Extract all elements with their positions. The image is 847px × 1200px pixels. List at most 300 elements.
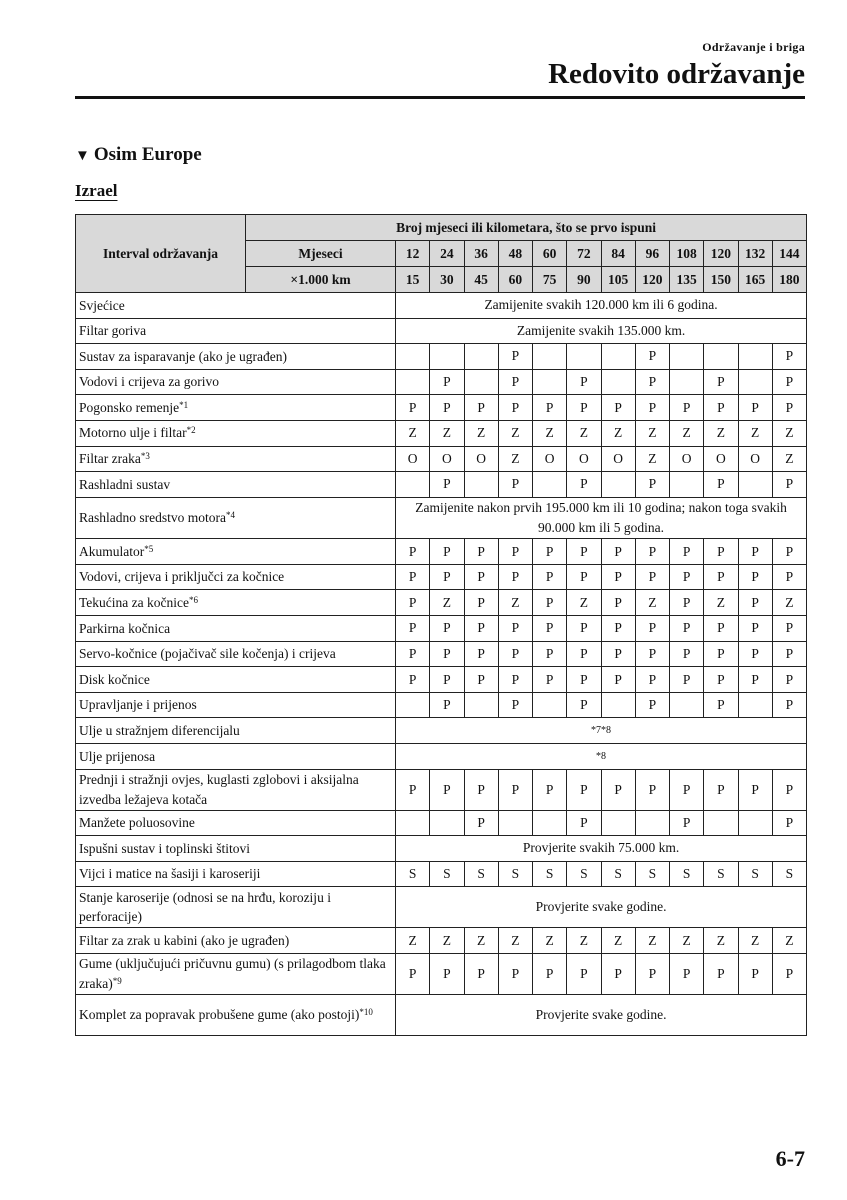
schedule-cell: P — [601, 769, 635, 810]
row-label-text: Vodovi, crijeva i priključci za kočnice — [79, 569, 285, 585]
triangle-down-icon: ▼ — [75, 148, 90, 164]
footnote-ref: *6 — [189, 594, 198, 605]
schedule-cell: P — [670, 641, 704, 667]
schedule-cell: Z — [772, 928, 806, 954]
schedule-cell: P — [498, 369, 532, 395]
section-title: Osim Europe — [93, 144, 202, 165]
schedule-cell: P — [738, 769, 772, 810]
row-label — [76, 769, 396, 810]
schedule-cell: Z — [738, 928, 772, 954]
schedule-cell — [670, 344, 704, 370]
schedule-cell — [396, 344, 430, 370]
km-header: 30 — [430, 267, 464, 293]
interval-note: Zamijenite svakih 120.000 km ili 6 godina. — [396, 293, 807, 319]
schedule-cell: P — [704, 395, 738, 421]
schedule-cell — [601, 692, 635, 718]
row-label-text: Tekućina za kočnice — [79, 594, 189, 610]
schedule-cell: P — [635, 369, 669, 395]
table-row — [76, 369, 807, 395]
month-header: 132 — [738, 241, 772, 267]
schedule-cell: P — [772, 641, 806, 667]
schedule-cell: P — [533, 667, 567, 693]
schedule-cell: P — [567, 953, 601, 994]
month-header: 72 — [567, 241, 601, 267]
row-label — [76, 395, 396, 421]
schedule-cell: P — [704, 667, 738, 693]
months-label: Mjeseci — [246, 241, 396, 267]
schedule-cell: P — [601, 953, 635, 994]
row-label — [76, 667, 396, 693]
table-row — [76, 641, 807, 667]
month-header: 24 — [430, 241, 464, 267]
schedule-cell: Z — [567, 928, 601, 954]
schedule-cell: Z — [567, 420, 601, 446]
footnote-ref: *10 — [359, 1007, 373, 1018]
schedule-cell: P — [772, 692, 806, 718]
schedule-cell: P — [430, 692, 464, 718]
schedule-cell: P — [704, 641, 738, 667]
schedule-cell: P — [498, 344, 532, 370]
schedule-cell: S — [601, 861, 635, 887]
schedule-cell: P — [670, 667, 704, 693]
table-row — [76, 590, 807, 616]
km-header: 180 — [772, 267, 806, 293]
schedule-cell: P — [396, 953, 430, 994]
table-row — [76, 293, 807, 319]
row-label — [76, 497, 396, 539]
schedule-cell: P — [464, 539, 498, 565]
schedule-cell: P — [670, 564, 704, 590]
schedule-cell: Z — [670, 420, 704, 446]
month-header: 36 — [464, 241, 498, 267]
schedule-cell: Z — [772, 590, 806, 616]
schedule-cell — [430, 810, 464, 836]
interval-note: Zamijenite nakon prvih 195.000 km ili 10 godina; nakon toga svakih 90.000 km ili 5 godina. — [396, 497, 807, 539]
schedule-cell: P — [430, 953, 464, 994]
km-header: 150 — [704, 267, 738, 293]
schedule-cell: O — [704, 446, 738, 472]
schedule-cell — [738, 369, 772, 395]
table-row — [76, 564, 807, 590]
schedule-cell: Z — [430, 420, 464, 446]
table-row — [76, 395, 807, 421]
schedule-cell: P — [396, 667, 430, 693]
table-row — [76, 472, 807, 498]
schedule-cell: P — [772, 344, 806, 370]
interval-note: *8 — [396, 744, 807, 770]
section-heading — [75, 144, 202, 166]
footnote-ref: *3 — [140, 451, 150, 462]
schedule-cell: S — [738, 861, 772, 887]
row-label-text: Pogonsko remenje — [79, 399, 180, 415]
schedule-cell: P — [635, 472, 669, 498]
schedule-cell: P — [430, 641, 464, 667]
row-label — [76, 928, 396, 954]
row-label — [76, 861, 396, 887]
row-label — [76, 994, 396, 1035]
row-label-text: Manžete poluosovine — [79, 815, 195, 831]
row-label — [76, 564, 396, 590]
schedule-cell: P — [498, 539, 532, 565]
schedule-cell: P — [704, 616, 738, 642]
schedule-cell: P — [635, 344, 669, 370]
row-label-text: Stanje karoserije (odnosi se na hrđu, koroziju i perforacije) — [79, 889, 331, 925]
schedule-cell — [601, 369, 635, 395]
month-header: 144 — [772, 241, 806, 267]
chapter-title: Održavanje i briga — [702, 40, 805, 54]
row-label-text: Svjećice — [79, 297, 125, 313]
schedule-cell: P — [396, 539, 430, 565]
schedule-cell: P — [464, 641, 498, 667]
schedule-cell — [396, 810, 430, 836]
schedule-cell: Z — [464, 928, 498, 954]
schedule-cell: P — [533, 641, 567, 667]
km-label: ×1.000 km — [246, 267, 396, 293]
schedule-cell — [533, 344, 567, 370]
month-header: 120 — [704, 241, 738, 267]
schedule-cell: Z — [635, 420, 669, 446]
row-label-text: Disk kočnice — [79, 671, 150, 687]
table-row — [76, 318, 807, 344]
schedule-cell: P — [635, 395, 669, 421]
schedule-cell: Z — [498, 420, 532, 446]
schedule-cell — [704, 344, 738, 370]
row-label — [76, 641, 396, 667]
schedule-cell: P — [464, 667, 498, 693]
schedule-cell: P — [396, 769, 430, 810]
schedule-cell — [704, 810, 738, 836]
schedule-cell: Z — [430, 928, 464, 954]
row-label — [76, 293, 396, 319]
schedule-cell — [464, 692, 498, 718]
schedule-cell — [464, 344, 498, 370]
table-row — [76, 928, 807, 954]
row-label — [76, 472, 396, 498]
row-label — [76, 810, 396, 836]
schedule-cell: P — [738, 539, 772, 565]
schedule-cell: P — [738, 616, 772, 642]
schedule-cell: P — [533, 953, 567, 994]
schedule-cell: Z — [498, 446, 532, 472]
schedule-cell: Z — [533, 420, 567, 446]
schedule-cell: P — [430, 395, 464, 421]
schedule-cell — [396, 472, 430, 498]
schedule-cell: P — [772, 953, 806, 994]
schedule-cell: S — [635, 861, 669, 887]
km-header: 15 — [396, 267, 430, 293]
schedule-cell: Z — [670, 928, 704, 954]
schedule-cell: P — [601, 590, 635, 616]
schedule-cell: P — [635, 667, 669, 693]
schedule-cell: P — [430, 564, 464, 590]
schedule-cell: P — [738, 590, 772, 616]
table-row — [76, 810, 807, 836]
schedule-cell: P — [635, 953, 669, 994]
schedule-cell: P — [772, 769, 806, 810]
schedule-cell: Z — [464, 420, 498, 446]
schedule-cell — [601, 344, 635, 370]
month-header: 84 — [601, 241, 635, 267]
schedule-cell — [738, 692, 772, 718]
table-row — [76, 539, 807, 565]
row-label-text: Ulje prijenosa — [79, 748, 156, 764]
schedule-cell: P — [601, 395, 635, 421]
schedule-cell: P — [670, 953, 704, 994]
row-label — [76, 420, 396, 446]
schedule-cell: P — [533, 616, 567, 642]
schedule-cell: P — [601, 667, 635, 693]
schedule-cell: O — [601, 446, 635, 472]
km-header: 60 — [498, 267, 532, 293]
schedule-cell: P — [430, 539, 464, 565]
row-label — [76, 836, 396, 862]
schedule-cell: O — [396, 446, 430, 472]
schedule-cell: P — [704, 539, 738, 565]
schedule-cell: Z — [738, 420, 772, 446]
row-label — [76, 616, 396, 642]
schedule-cell — [635, 810, 669, 836]
schedule-cell: Z — [498, 590, 532, 616]
schedule-cell: P — [498, 641, 532, 667]
schedule-cell: P — [533, 395, 567, 421]
schedule-cell — [601, 810, 635, 836]
schedule-cell — [498, 810, 532, 836]
row-label — [76, 539, 396, 565]
schedule-cell: Z — [430, 590, 464, 616]
schedule-cell: P — [670, 616, 704, 642]
schedule-cell: P — [567, 810, 601, 836]
schedule-cell: P — [635, 769, 669, 810]
page-number: 6-7 — [775, 1146, 805, 1171]
schedule-cell: P — [704, 369, 738, 395]
schedule-cell: P — [601, 564, 635, 590]
schedule-cell: P — [635, 692, 669, 718]
schedule-cell — [533, 369, 567, 395]
schedule-cell: P — [635, 616, 669, 642]
group-header: Broj mjeseci ili kilometara, što se prvo ispuni — [246, 215, 807, 241]
schedule-cell: O — [533, 446, 567, 472]
schedule-cell: O — [464, 446, 498, 472]
schedule-cell: P — [635, 641, 669, 667]
schedule-cell: Z — [601, 928, 635, 954]
schedule-cell: P — [738, 667, 772, 693]
km-header: 165 — [738, 267, 772, 293]
schedule-cell: O — [670, 446, 704, 472]
km-header: 120 — [635, 267, 669, 293]
schedule-cell: P — [396, 616, 430, 642]
table-row — [76, 420, 807, 446]
month-header: 12 — [396, 241, 430, 267]
row-label — [76, 369, 396, 395]
schedule-cell: P — [635, 539, 669, 565]
schedule-cell: P — [533, 590, 567, 616]
interval-note: *7*8 — [396, 718, 807, 744]
schedule-cell: Z — [533, 928, 567, 954]
schedule-cell — [670, 692, 704, 718]
schedule-cell: P — [464, 616, 498, 642]
schedule-cell: P — [704, 472, 738, 498]
row-label — [76, 318, 396, 344]
schedule-cell: P — [464, 769, 498, 810]
km-header: 105 — [601, 267, 635, 293]
page-title: Redovito održavanje — [548, 58, 805, 90]
schedule-cell: S — [464, 861, 498, 887]
schedule-cell — [738, 472, 772, 498]
schedule-cell: P — [738, 641, 772, 667]
schedule-cell — [464, 472, 498, 498]
row-label-text: Parkirna kočnica — [79, 620, 171, 636]
row-label — [76, 446, 396, 472]
table-row — [76, 497, 807, 539]
schedule-cell: Z — [635, 590, 669, 616]
row-label-text: Ispušni sustav i toplinski štitovi — [79, 840, 251, 856]
schedule-cell: Z — [772, 446, 806, 472]
footnote-ref: *2 — [186, 425, 196, 436]
table-row — [76, 344, 807, 370]
table-row — [76, 861, 807, 887]
row-label-text: Akumulator — [79, 543, 145, 559]
schedule-cell: P — [772, 539, 806, 565]
schedule-cell: P — [567, 769, 601, 810]
schedule-cell: P — [498, 472, 532, 498]
row-label-text: Motorno ulje i filtar — [79, 425, 187, 441]
footnote-ref: *4 — [225, 510, 235, 521]
schedule-cell — [533, 472, 567, 498]
month-header: 60 — [533, 241, 567, 267]
schedule-cell: P — [464, 564, 498, 590]
schedule-cell: P — [670, 395, 704, 421]
schedule-cell: P — [635, 564, 669, 590]
month-header: 96 — [635, 241, 669, 267]
schedule-cell: O — [430, 446, 464, 472]
schedule-cell: Z — [601, 420, 635, 446]
interval-note: Provjerite svake godine. — [396, 994, 807, 1035]
schedule-cell: P — [533, 539, 567, 565]
schedule-cell: P — [567, 395, 601, 421]
schedule-cell: P — [670, 769, 704, 810]
schedule-cell: P — [738, 395, 772, 421]
subsection-title: Izrael — [75, 181, 118, 200]
schedule-cell: P — [772, 564, 806, 590]
row-label — [76, 887, 396, 928]
schedule-cell: Z — [704, 590, 738, 616]
schedule-cell: P — [704, 769, 738, 810]
schedule-cell: P — [533, 769, 567, 810]
schedule-cell: P — [567, 616, 601, 642]
table-row — [76, 836, 807, 862]
schedule-cell: P — [772, 395, 806, 421]
schedule-cell: S — [704, 861, 738, 887]
month-header: 48 — [498, 241, 532, 267]
schedule-cell: P — [464, 810, 498, 836]
schedule-cell: Z — [704, 420, 738, 446]
row-label-text: Rashladni sustav — [79, 476, 171, 492]
row-label-text: Sustav za isparavanje (ako je ugrađen) — [79, 348, 288, 364]
schedule-cell: P — [430, 616, 464, 642]
km-header: 135 — [670, 267, 704, 293]
table-row — [76, 953, 807, 994]
schedule-cell: P — [772, 810, 806, 836]
table-row — [76, 692, 807, 718]
table-row — [76, 616, 807, 642]
schedule-cell: Z — [772, 420, 806, 446]
interval-header: Interval održavanja — [76, 215, 246, 293]
schedule-cell: P — [498, 564, 532, 590]
schedule-cell: P — [738, 953, 772, 994]
row-label-text: Filtar za zrak u kabini (ako je ugrađen) — [79, 932, 290, 948]
schedule-cell: P — [498, 395, 532, 421]
schedule-cell — [430, 344, 464, 370]
header-row — [76, 215, 807, 241]
km-header: 45 — [464, 267, 498, 293]
schedule-cell: P — [772, 616, 806, 642]
schedule-cell: P — [772, 472, 806, 498]
schedule-cell: S — [498, 861, 532, 887]
schedule-cell: S — [772, 861, 806, 887]
schedule-cell: P — [567, 539, 601, 565]
row-label — [76, 590, 396, 616]
row-label-text: Upravljanje i prijenos — [79, 697, 197, 713]
schedule-cell — [533, 692, 567, 718]
schedule-cell — [396, 692, 430, 718]
row-label-text: Vodovi i crijeva za gorivo — [79, 374, 219, 390]
schedule-cell: P — [670, 539, 704, 565]
row-label — [76, 718, 396, 744]
schedule-cell: P — [772, 369, 806, 395]
schedule-cell: P — [704, 953, 738, 994]
schedule-cell — [567, 344, 601, 370]
schedule-cell: P — [464, 953, 498, 994]
schedule-cell: P — [567, 692, 601, 718]
schedule-cell: P — [772, 667, 806, 693]
schedule-cell: Z — [498, 928, 532, 954]
schedule-cell: P — [396, 590, 430, 616]
schedule-cell: P — [704, 692, 738, 718]
schedule-cell: P — [430, 472, 464, 498]
schedule-cell: P — [430, 769, 464, 810]
km-header: 90 — [567, 267, 601, 293]
schedule-cell: P — [567, 667, 601, 693]
interval-note: Provjerite svake godine. — [396, 887, 807, 928]
schedule-cell: P — [704, 564, 738, 590]
schedule-cell: S — [396, 861, 430, 887]
schedule-cell: P — [601, 616, 635, 642]
table-row — [76, 667, 807, 693]
row-label-text: Gume (uključujući pričuvnu gumu) (s prilagodbom tlaka zraka) — [79, 956, 386, 991]
schedule-cell: P — [533, 564, 567, 590]
footnote-ref: *5 — [144, 543, 154, 554]
header-divider — [75, 96, 805, 99]
row-label — [76, 953, 396, 994]
schedule-cell: P — [498, 616, 532, 642]
schedule-cell — [738, 810, 772, 836]
schedule-cell — [396, 369, 430, 395]
row-label — [76, 744, 396, 770]
interval-note: Zamijenite svakih 135.000 km. — [396, 318, 807, 344]
row-label-text: Servo-kočnice (pojačivač sile kočenja) i crijeva — [79, 646, 336, 662]
schedule-cell: Z — [396, 928, 430, 954]
schedule-cell: P — [670, 590, 704, 616]
schedule-cell: S — [430, 861, 464, 887]
footnote-ref: *9 — [112, 975, 122, 986]
schedule-cell: P — [498, 667, 532, 693]
schedule-cell: Z — [567, 590, 601, 616]
row-label-text: Filtar zraka — [79, 451, 141, 467]
row-label-text: Filtar goriva — [79, 323, 147, 339]
schedule-cell: Z — [635, 928, 669, 954]
schedule-cell — [738, 344, 772, 370]
schedule-cell: Z — [396, 420, 430, 446]
